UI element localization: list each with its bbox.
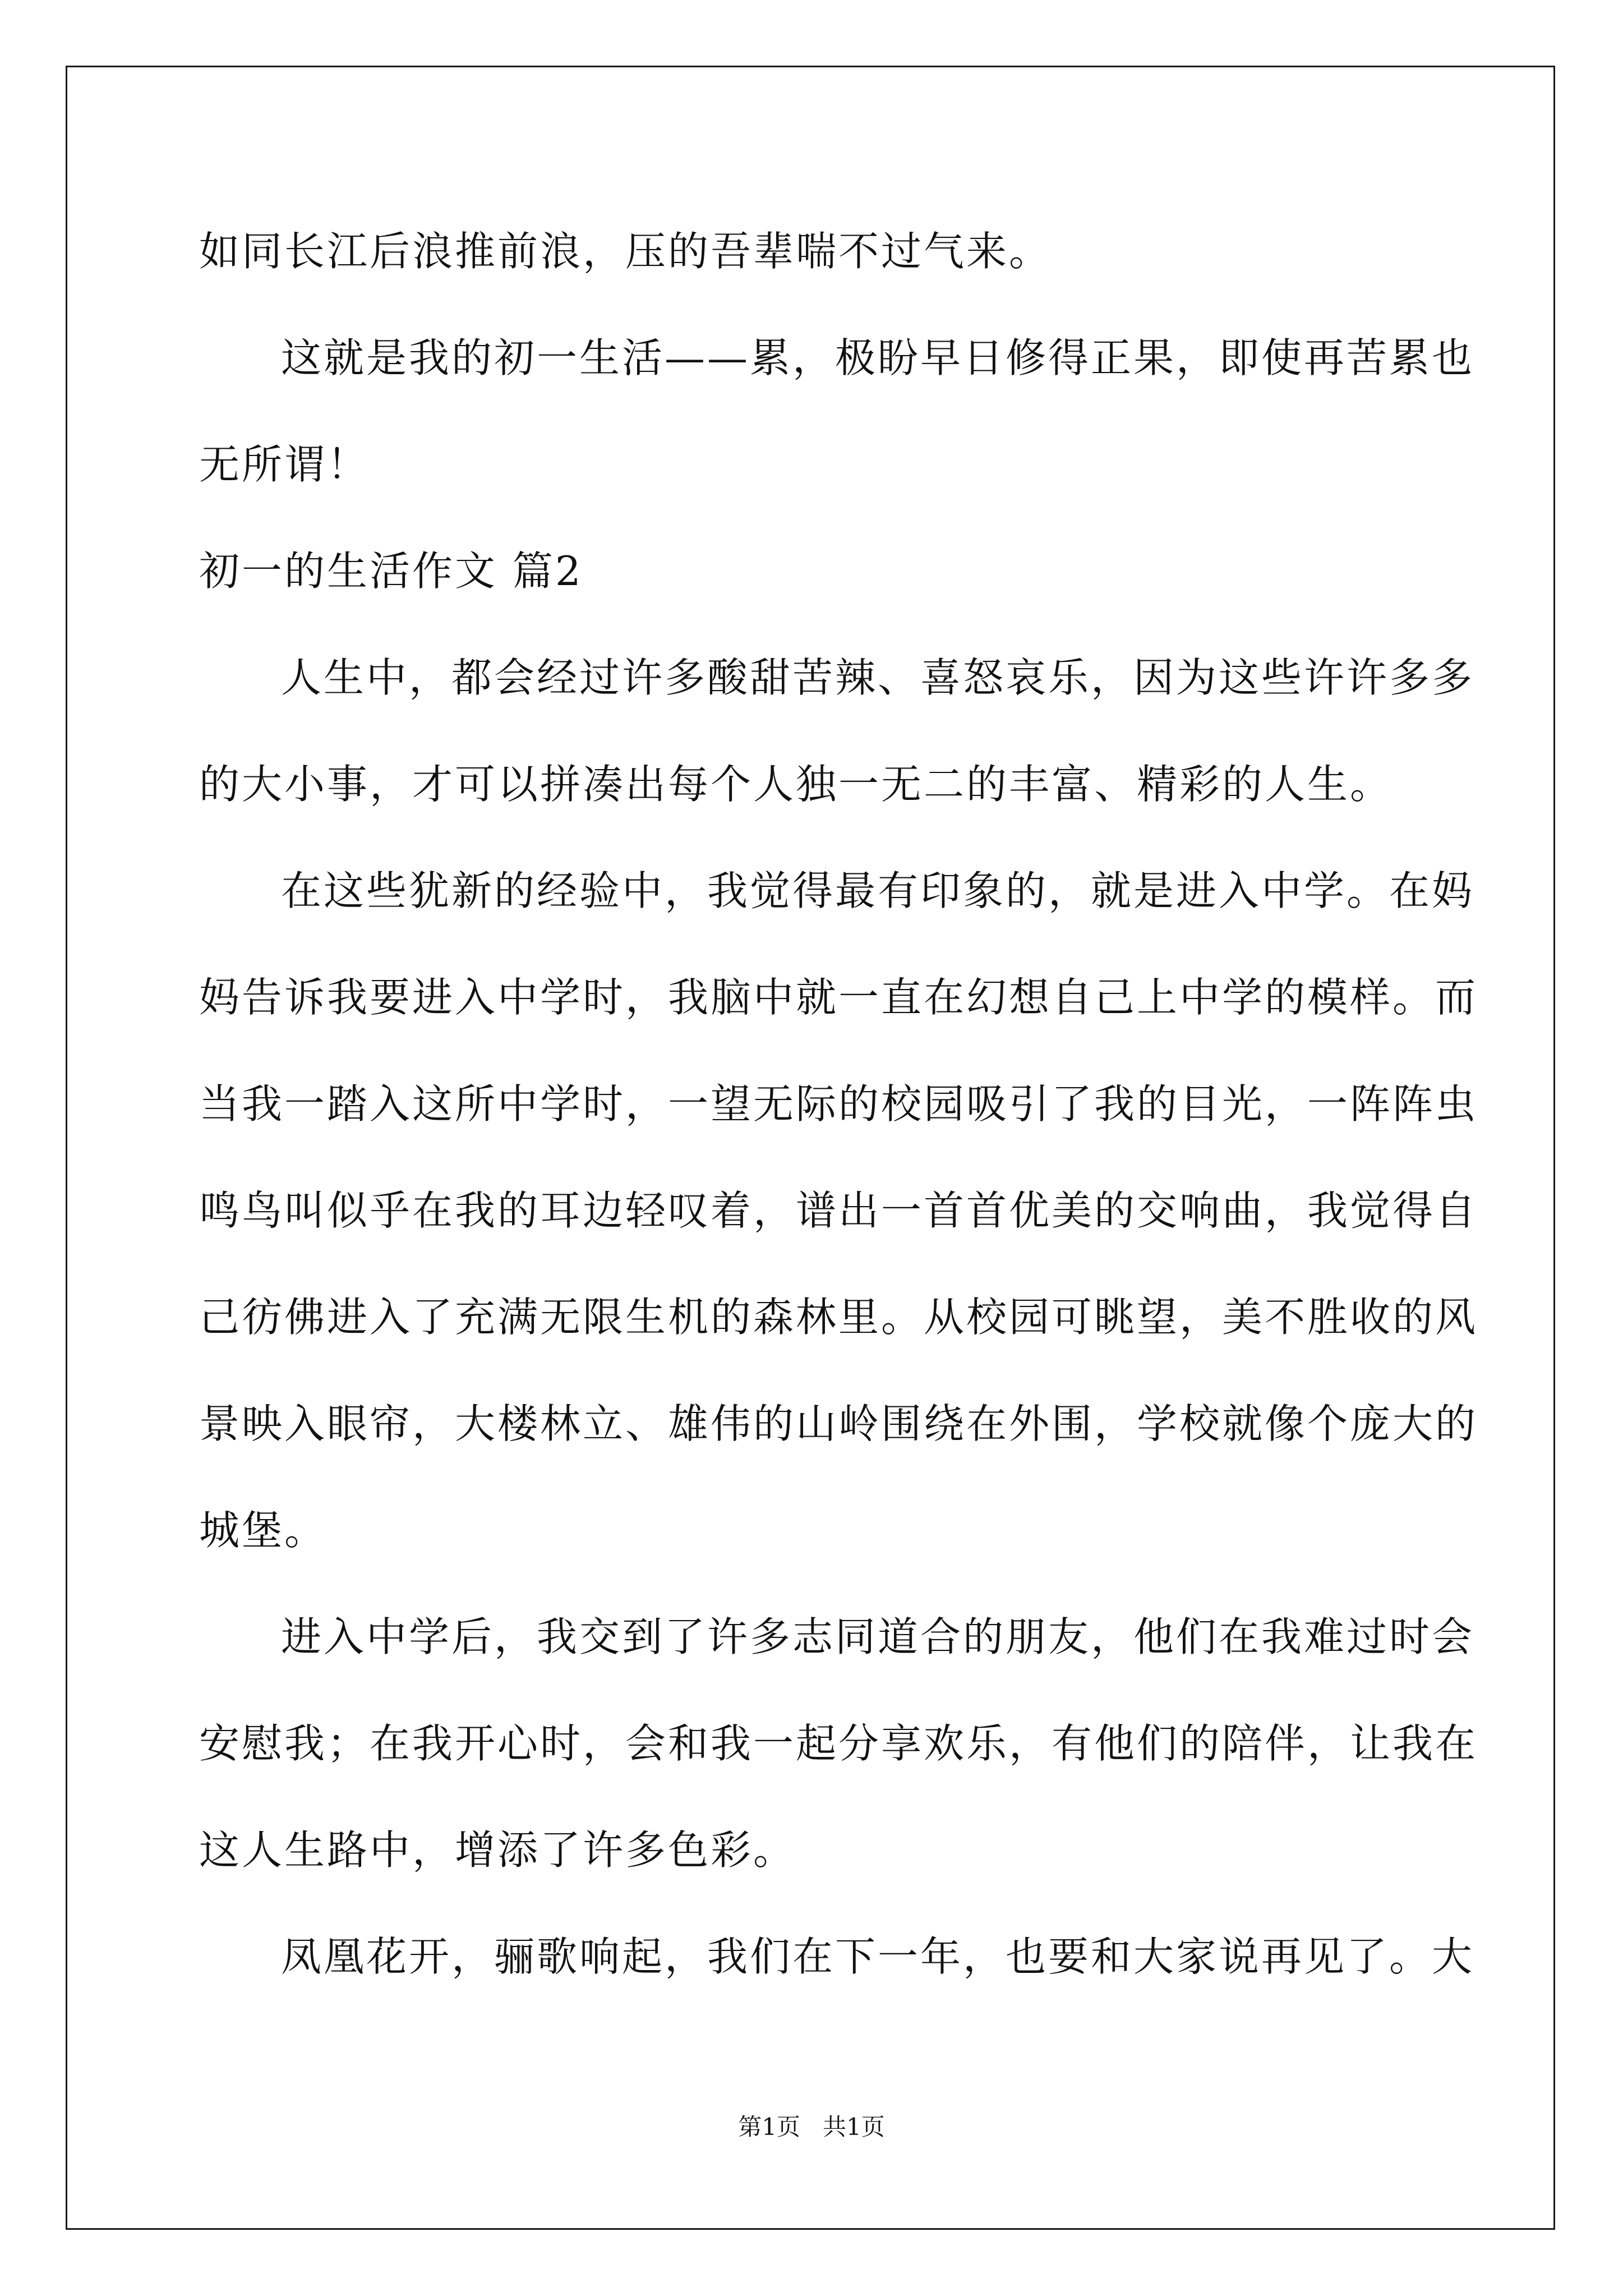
paragraph-line: 在这些犹新的经验中，我觉得最有印象的，就是进入中学。在妈: [281, 867, 1475, 914]
paragraph-line: 凤凰花开，骊歌响起，我们在下一年，也要和大家说再见了。大: [281, 1933, 1475, 1980]
paragraph-line: 当我一踏入这所中学时，一望无际的校园吸引了我的目光，一阵阵虫: [199, 1080, 1478, 1128]
page-border: [66, 66, 1555, 2230]
paragraph-line: 景映入眼帘，大楼林立、雄伟的山岭围绕在外围，学校就像个庞大的: [199, 1400, 1478, 1447]
paragraph-line: 这就是我的初一生活——累，极盼早日修得正果，即使再苦累也: [281, 334, 1475, 381]
paragraph-line: 进入中学后，我交到了许多志同道合的朋友，他们在我难过时会: [281, 1613, 1475, 1660]
paragraph-line: 安慰我；在我开心时，会和我一起分享欢乐，有他们的陪伴，让我在: [199, 1720, 1478, 1767]
page-number-footer: 第1页 共1页: [738, 2113, 885, 2141]
paragraph-line: 城堡。: [199, 1507, 328, 1554]
paragraph-line: 己彷佛进入了充满无限生机的森林里。从校园可眺望，美不胜收的风: [199, 1294, 1478, 1341]
paragraph-line: 如同长江后浪推前浪，压的吾辈喘不过气来。: [199, 228, 1052, 275]
paragraph-line: 的大小事，才可以拼凑出每个人独一无二的丰富、精彩的人生。: [199, 761, 1393, 808]
section-heading: 初一的生活作文 篇2: [199, 547, 583, 595]
paragraph-line: 鸣鸟叫似乎在我的耳边轻叹着，谱出一首首优美的交响曲，我觉得自: [199, 1187, 1478, 1234]
paragraph-line: 人生中，都会经过许多酸甜苦辣、喜怒哀乐，因为这些许许多多: [281, 654, 1475, 701]
paragraph-line: 无所谓！: [199, 441, 370, 488]
paragraph-line: 这人生路中，增添了许多色彩。: [199, 1826, 796, 1874]
paragraph-line: 妈告诉我要进入中学时，我脑中就一直在幻想自己上中学的模样。而: [199, 974, 1478, 1021]
